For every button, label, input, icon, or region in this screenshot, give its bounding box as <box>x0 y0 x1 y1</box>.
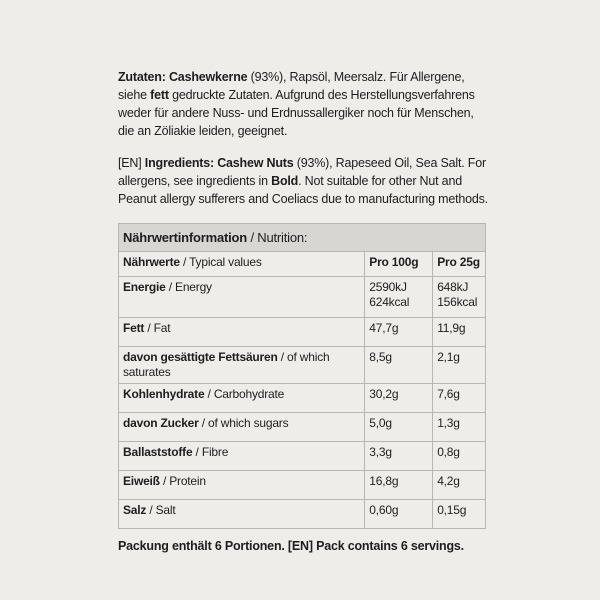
row-label-de: Eiweiß <box>123 474 160 488</box>
row-label-en: / of which sugars <box>198 416 289 430</box>
header-col1 <box>365 252 433 277</box>
row-label <box>119 318 365 347</box>
value-kcal-25: 156kcal <box>437 295 478 309</box>
row-value1: 0,60g <box>365 500 433 529</box>
ingredients-en-text1: (93%), Rapeseed Oil, Sea Salt. For allergens, see ingredients in <box>118 156 486 188</box>
row-value2: 0,8g <box>433 442 486 471</box>
table-row <box>119 384 486 413</box>
row-label <box>119 471 365 500</box>
ingredients-en-prefix: [EN] <box>118 156 145 170</box>
header-label-de: Nährwerte <box>123 255 180 269</box>
table-row <box>119 471 486 500</box>
ingredients-en-label: Ingredients: <box>144 156 214 170</box>
nutrition-title-de: Nährwertinformation <box>123 230 248 245</box>
servings-note: Packung enthält 6 Portionen. [EN] Pack contains 6 servings. <box>118 539 464 553</box>
row-label-de: Kohlenhydrate <box>123 387 205 401</box>
ingredients-de-bold2: fett <box>150 88 169 102</box>
row-label <box>119 442 365 471</box>
table-row <box>119 318 486 347</box>
row-value1: 16,8g <box>365 471 433 500</box>
value-kj-100: 2590kJ <box>369 280 407 294</box>
row-value1: 47,7g <box>365 318 433 347</box>
row-label-en: / Protein <box>159 474 206 488</box>
row-value1: 30,2g <box>365 384 433 413</box>
row-value1: 5,0g <box>365 413 433 442</box>
row-label-de: Ballaststoffe <box>123 445 193 459</box>
row-value2: 11,9g <box>433 318 486 347</box>
row-value2: 0,15g <box>433 500 486 529</box>
header-label <box>119 252 365 277</box>
row-value2: 4,2g <box>433 471 486 500</box>
header-col2 <box>433 252 486 277</box>
label-text <box>118 68 488 555</box>
row-value1: 8,5g <box>365 347 433 384</box>
ingredients-de <box>118 68 488 140</box>
ingredients-en <box>118 154 488 208</box>
nutrition-table-header-row <box>119 252 486 277</box>
row-label-en: / Fat <box>144 321 171 335</box>
table-row <box>119 277 486 318</box>
row-label-de: Energie <box>123 280 166 294</box>
row-label-en: / Energy <box>165 280 212 294</box>
header-label-en: / Typical values <box>179 255 262 269</box>
ingredients-de-label: Zutaten: <box>118 70 166 84</box>
row-label-de: davon Zucker <box>123 416 199 430</box>
row-value2: 1,3g <box>433 413 486 442</box>
table-row <box>119 347 486 384</box>
row-label <box>119 347 365 384</box>
row-value2 <box>433 277 486 318</box>
row-label-de: Fett <box>123 321 145 335</box>
nutrition-table <box>118 223 486 529</box>
row-label-en: / of which saturates <box>123 350 330 379</box>
nutrition-title-en: / Nutrition: <box>247 230 308 245</box>
row-label <box>119 277 365 318</box>
row-label <box>119 384 365 413</box>
row-value2: 2,1g <box>433 347 486 384</box>
ingredients-de-bold-item: Cashewkerne <box>168 70 248 84</box>
row-label-de: davon gesättigte Fettsäuren <box>123 350 278 364</box>
table-row <box>119 500 486 529</box>
value-kcal-100: 624kcal <box>369 295 410 309</box>
row-label-en: / Fibre <box>192 445 229 459</box>
row-value1: 3,3g <box>365 442 433 471</box>
row-label-en: / Salt <box>146 503 176 517</box>
ingredients-en-bold2: Bold <box>271 174 299 188</box>
row-value2: 7,6g <box>433 384 486 413</box>
row-label-de: Salz <box>123 503 147 517</box>
header-col1-text: Pro 100g <box>369 255 419 269</box>
table-row <box>119 413 486 442</box>
table-row <box>119 442 486 471</box>
ingredients-en-bold-item: Cashew Nuts <box>213 156 294 170</box>
row-label <box>119 500 365 529</box>
value-kj-25: 648kJ <box>437 280 469 294</box>
ingredients-en-text2: . Not suitable for other Nut and Peanut allergy sufferers and Coeliacs due to manufacturing methods. <box>118 174 488 206</box>
nutrition-table-title <box>119 224 486 252</box>
row-label-en: / Carbohydrate <box>204 387 285 401</box>
nutrition-table-title-row <box>119 224 486 252</box>
row-label <box>119 413 365 442</box>
row-value1 <box>365 277 433 318</box>
header-col2-text: Pro 25g <box>437 255 480 269</box>
ingredients-de-text1: (93%), Rapsöl, Meersalz. Für Allergene, siehe <box>118 70 465 102</box>
ingredients-de-text2: gedruckte Zutaten. Aufgrund des Herstellungsverfahrens weder für andere Nuss- und Erdnussallergiker noch für Menschen, die an Zöliakie leiden, geeignet. <box>118 88 475 138</box>
